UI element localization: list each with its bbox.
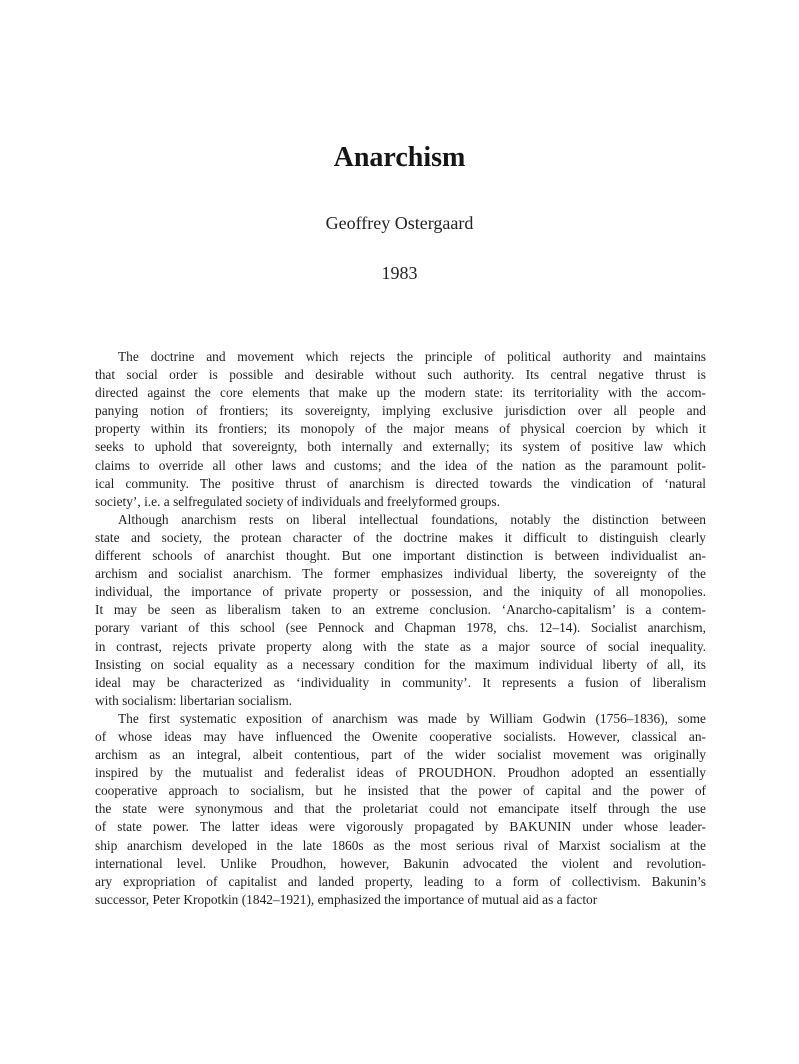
- text-line: that social order is possible and desirable without such authority. Its central negative thrust is: [95, 367, 706, 383]
- text-line: porary variant of this school (see Pennock and Chapman 1978, chs. 12–14). Socialist anarchism,: [95, 620, 706, 636]
- text-line: cooperative approach to socialism, but he insisted that the power of capital and the power of: [95, 783, 706, 799]
- text-line: The doctrine and movement which rejects the principle of political authority and maintains: [118, 349, 706, 364]
- text-line: directed against the core elements that make up the modern state: its territoriality with the accom-: [95, 385, 706, 401]
- paragraph: [95, 348, 706, 511]
- text-line: individual, the importance of private property or possession, and the iniquity of all monopolies.: [95, 584, 706, 600]
- text-line: archism and socialist anarchism. The former emphasizes individual liberty, the sovereignty of the: [95, 566, 706, 582]
- text-line: international level. Unlike Proudhon, however, Bakunin advocated the violent and revolution-: [95, 855, 706, 871]
- text-line: Although anarchism rests on liberal intellectual foundations, notably the distinction between: [118, 511, 706, 527]
- text-line: The first systematic exposition of anarchism was made by William Godwin (1756–1836), some: [118, 710, 706, 726]
- text-line: panying notion of frontiers; its sovereignty, implying exclusive jurisdiction over all people and: [95, 403, 706, 419]
- text-line: in contrast, rejects private property along with the state as a major source of social inequality.: [95, 638, 706, 654]
- document-date: 1983: [381, 263, 418, 283]
- text-line: state and society, the protean character of the doctrine makes it difficult to distinguish clearly: [95, 529, 706, 545]
- text-line: inspired by the mutualist and federalist ideas of PROUDHON. Proudhon adopted an essentially: [95, 765, 706, 781]
- paragraph: [95, 511, 706, 710]
- document-author: Geoffrey Ostergaard: [325, 213, 474, 233]
- text-line: archism as an integral, albeit contentious, part of the wider socialist movement was originally: [95, 747, 706, 763]
- text-line: ary expropriation of capitalist and landed property, leading to a form of collectivism. Bakunin’s: [95, 873, 706, 889]
- text-line: of state power. The latter ideas were vigorously propagated by BAKUNIN under whose leader-: [95, 819, 706, 835]
- document-title: Anarchism: [333, 142, 466, 173]
- text-line: Insisting on social equality as a necessary condition for the maximum individual liberty of all, its: [95, 656, 706, 672]
- text-line: ship anarchism developed in the late 1860s as the most serious rival of Marxist socialism at the: [95, 837, 706, 853]
- text-line: ical community. The positive thrust of anarchism is directed towards the vindication of ‘natural: [95, 475, 706, 491]
- text-line: society’, i.e. a selfregulated society of individuals and freelyformed groups.: [95, 493, 500, 509]
- text-line: successor, Peter Kropotkin (1842–1921), emphasized the importance of mutual aid as a factor: [95, 891, 598, 907]
- text-line: seeks to uphold that sovereignty, both internally and externally; its system of positive law which: [95, 439, 706, 455]
- text-line: of whose ideas may have influenced the Owenite cooperative socialists. However, classical an-: [95, 728, 706, 744]
- text-line: with socialism: libertarian socialism.: [95, 692, 293, 708]
- text-line: ideal may be characterized as ‘individuality in community’. It represents a fusion of liberalism: [95, 674, 706, 690]
- text-line: the state were synonymous and that the proletariat could not emancipate itself through the use: [95, 801, 706, 817]
- document-body: [95, 348, 706, 909]
- text-line: property within its frontiers; its monopoly of the major means of physical coercion by which it: [95, 421, 706, 437]
- text-line: claims to override all other laws and customs; and the idea of the nation as the paramount polit-: [95, 457, 706, 473]
- text-line: It may be seen as liberalism taken to an extreme conclusion. ‘Anarcho-capitalism’ is a contem-: [95, 602, 706, 618]
- text-line: different schools of anarchist thought. But one important distinction is between individualist an-: [95, 548, 706, 564]
- paragraph: [95, 710, 706, 909]
